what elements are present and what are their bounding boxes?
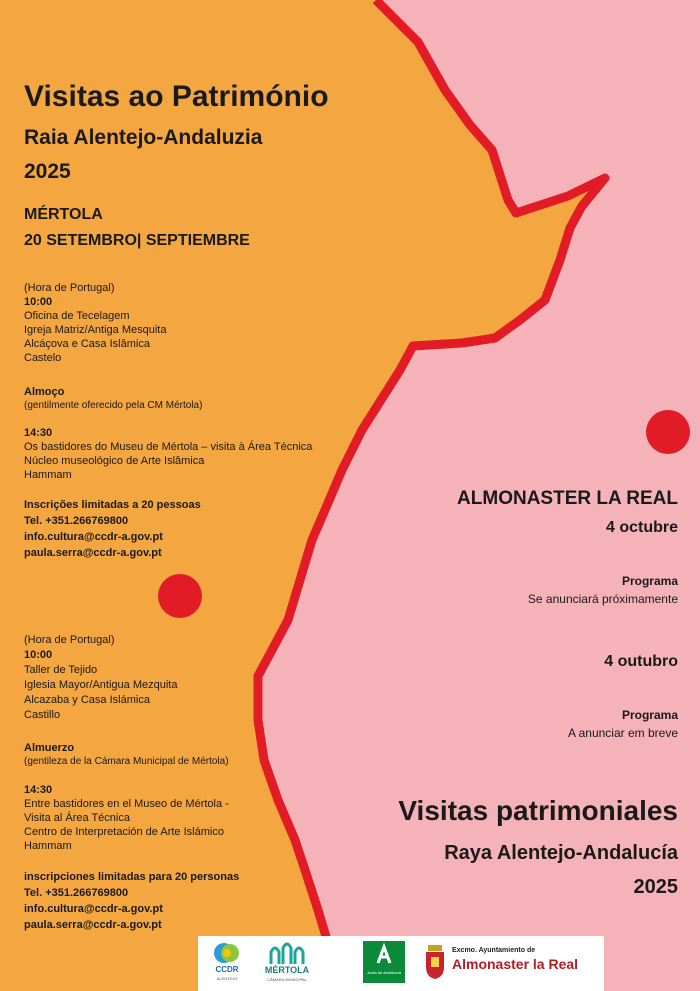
program-text: Se anunciará próximamente [527, 592, 678, 606]
hour-note: (Hora de Portugal) [24, 282, 115, 294]
afternoon-spanish [24, 783, 229, 853]
program-spanish [24, 633, 177, 723]
list-item: Castelo [24, 352, 62, 364]
email[interactable]: info.cultura@ccdr-a.gov.pt [24, 531, 163, 543]
mertola-arches-icon [261, 940, 313, 966]
list-item: Entre bastidores en el Museo de Mértola - [24, 798, 229, 810]
phone[interactable]: Tel. +351.266769800 [24, 887, 129, 899]
red-dot-almonaster [646, 410, 690, 454]
ccdr-sublabel: ALENTEJO [216, 976, 238, 981]
registration-note: inscripciones limitadas para 20 personas [24, 871, 240, 883]
list-item: Os bastidores do Museu de Mértola – visita à Área Técnica [24, 441, 313, 453]
mertola-sublabel: CÂMARA MUNICIPAL [267, 977, 307, 982]
program-text: A anunciar em breve [567, 726, 678, 740]
list-item: Núcleo museológico de Arte Islâmica [24, 455, 205, 467]
year-es: 2025 [633, 876, 678, 898]
program-pt [568, 706, 678, 742]
lunch-label: Almuerzo [24, 742, 75, 754]
program-es [528, 572, 678, 608]
lunch-note: (gentileza de la Cámara Municipal de Mértola) [24, 756, 229, 767]
lunch-spanish [24, 741, 229, 769]
ccdr-label: CCDR [215, 965, 239, 974]
junta-andalucia-logo [363, 941, 405, 983]
logo-bar [198, 936, 604, 991]
time-morning: 10:00 [24, 649, 53, 661]
list-item: Visita al Área Técnica [24, 812, 130, 824]
time-afternoon: 14:30 [24, 784, 53, 796]
contacts-spanish [24, 869, 239, 933]
list-item: Hammam [24, 469, 72, 481]
email[interactable]: paula.serra@ccdr-a.gov.pt [24, 919, 162, 931]
list-item: Castillo [24, 709, 61, 721]
list-item: Alcáçova e Casa Islâmica [24, 338, 150, 350]
place: MÉRTOLA [24, 206, 103, 223]
almonaster-small-label: Excmo. Ayuntamiento de [452, 947, 536, 954]
coat-of-arms-icon [424, 945, 446, 979]
program-portuguese [24, 281, 166, 365]
mertola-logo [261, 940, 313, 988]
lunch-label: Almoço [24, 386, 65, 398]
list-item: Alcazaba y Casa Islámica [24, 694, 150, 706]
registration-note: Inscrições limitadas a 20 pessoas [24, 499, 201, 511]
almonaster-logo [424, 943, 600, 985]
list-item: Taller de Tejido [24, 664, 98, 676]
email[interactable]: paula.serra@ccdr-a.gov.pt [24, 547, 162, 559]
contacts-portuguese [24, 497, 201, 561]
subtitle: Raia Alentejo-Andaluzia [24, 126, 263, 149]
junta-emblem-icon [363, 941, 405, 969]
time-morning: 10:00 [24, 296, 53, 308]
lunch-portuguese [24, 385, 202, 413]
lunch-note: (gentilmente oferecido pela CM Mértola) [24, 400, 203, 411]
time-afternoon: 14:30 [24, 427, 53, 439]
almonaster-label: Almonaster la Real [452, 956, 579, 972]
list-item: Igreja Matriz/Antiga Mesquita [24, 324, 167, 336]
main-title: Visitas ao Património [24, 80, 329, 113]
subtitle-es [444, 842, 678, 865]
list-item: Hammam [24, 840, 72, 852]
junta-label: Junta de Andalucía [366, 970, 402, 975]
program-label: Programa [621, 708, 678, 722]
date-es: 4 octubre [605, 519, 678, 536]
red-dot-mertola [158, 574, 202, 618]
event-date: 20 SETEMBRO| SEPTIEMBRE [24, 232, 250, 249]
list-item: Centro de Interpretación de Arte Islámico [24, 826, 224, 838]
hour-note: (Hora de Portugal) [24, 634, 115, 646]
phone[interactable]: Tel. +351.266769800 [24, 515, 129, 527]
afternoon-portuguese [24, 426, 312, 482]
title-es: Visitas patrimoniales [398, 795, 678, 826]
ccdr-emblem-icon [207, 941, 247, 965]
subtitle-es-b: Alentejo-Andalucía [496, 842, 678, 864]
mertola-label: MÉRTOLA [264, 965, 310, 975]
subtitle-es-a: Raya [444, 842, 493, 864]
almonaster-title: ALMONASTER LA REAL [457, 488, 678, 509]
program-label: Programa [621, 574, 678, 588]
list-item: Oficina de Tecelagem [24, 310, 130, 322]
list-item: Iglesia Mayor/Antigua Mezquita [24, 679, 178, 691]
date-pt: 4 outubro [604, 653, 678, 670]
year: 2025 [24, 160, 71, 183]
ccdr-logo [207, 941, 247, 987]
email[interactable]: info.cultura@ccdr-a.gov.pt [24, 903, 163, 915]
